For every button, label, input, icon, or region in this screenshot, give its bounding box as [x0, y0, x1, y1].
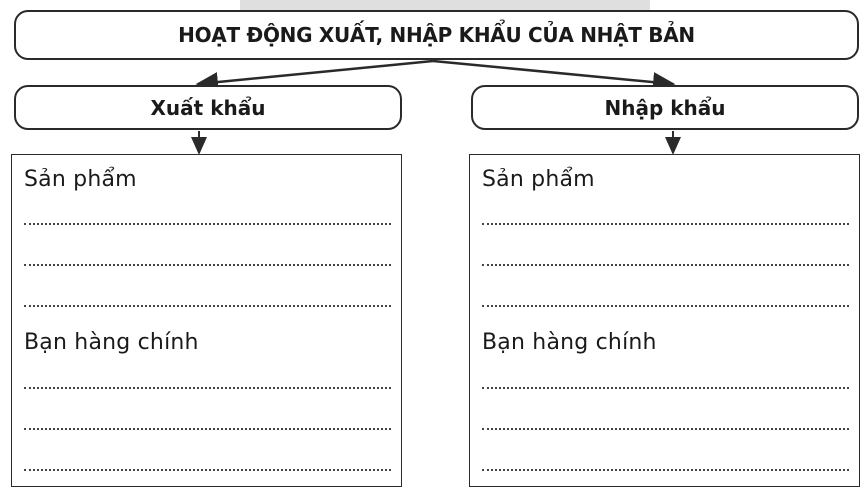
export-products-line-2[interactable] [24, 264, 391, 266]
export-products-label: Sản phẩm [24, 167, 137, 192]
export-products-line-3[interactable] [24, 305, 391, 307]
export-partners-line-3[interactable] [24, 469, 391, 471]
export-panel [11, 154, 402, 487]
export-partners-line-2[interactable] [24, 428, 391, 430]
import-products-line-1[interactable] [482, 223, 849, 225]
arrow-to-import [433, 61, 673, 84]
import-heading: Nhập khẩu [471, 85, 859, 130]
import-partners-line-1[interactable] [482, 387, 849, 389]
arrow-to-export [198, 61, 433, 84]
import-products-label: Sản phẩm [482, 167, 595, 192]
import-partners-line-2[interactable] [482, 428, 849, 430]
export-heading: Xuất khẩu [14, 85, 402, 130]
import-products-line-2[interactable] [482, 264, 849, 266]
import-partners-line-3[interactable] [482, 469, 849, 471]
diagram-title: HOẠT ĐỘNG XUẤT, NHẬP KHẨU CỦA NHẬT BẢN [14, 10, 859, 60]
export-products-line-1[interactable] [24, 223, 391, 225]
import-partners-label: Bạn hàng chính [482, 330, 657, 355]
import-products-line-3[interactable] [482, 305, 849, 307]
export-partners-label: Bạn hàng chính [24, 330, 199, 355]
export-partners-line-1[interactable] [24, 387, 391, 389]
import-panel [469, 154, 860, 487]
